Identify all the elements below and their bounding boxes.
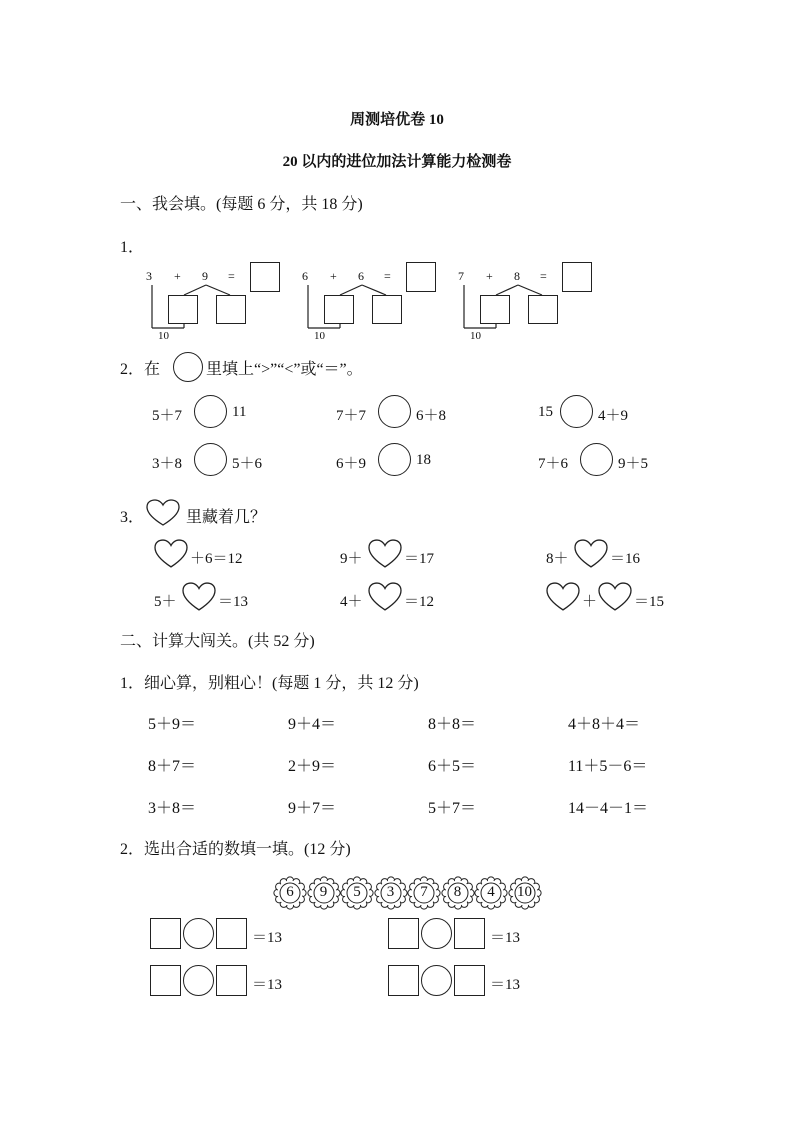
q3-post-expr: ＋6＝12: [190, 551, 243, 567]
q1-plus-sign: +: [330, 269, 337, 283]
q3-pre-expr: 8＋: [546, 551, 569, 567]
q1-split-box-left[interactable]: [480, 295, 510, 324]
number-flower[interactable]: [509, 877, 541, 909]
q1-addend-b: 9: [202, 269, 208, 283]
q1-ten-label: 10: [158, 330, 169, 342]
eq-box-right[interactable]: [216, 918, 247, 949]
q2-prefix: 2．在: [120, 361, 161, 378]
calc-problem: 2＋9＝: [288, 758, 337, 775]
q2-left-expr: 5＋7: [152, 408, 183, 424]
q3-post-expr: ＝13: [218, 594, 249, 610]
q3-post-expr: ＝17: [404, 551, 435, 567]
number-flower[interactable]: [475, 877, 507, 909]
q3-pre-expr: 9＋: [340, 551, 363, 567]
q1-addend-b: 8: [514, 269, 520, 283]
number-flower[interactable]: [408, 877, 440, 909]
q1-plus-sign: +: [486, 269, 493, 283]
q1-addend-b: 6: [358, 269, 364, 283]
eq-box-right[interactable]: [454, 918, 485, 949]
q2-compare-circle[interactable]: [378, 443, 411, 476]
q3-pre-expr: 5＋: [154, 594, 177, 610]
q1-answer-box[interactable]: [562, 262, 592, 292]
q2-left-expr: 7＋7: [336, 408, 367, 424]
q1-split-box-right[interactable]: [528, 295, 558, 324]
eq-result: ＝13: [252, 930, 283, 946]
number-flower[interactable]: [341, 877, 373, 909]
calc-problem: 4＋8＋4＝: [568, 716, 641, 733]
flower-number: 4: [487, 884, 495, 900]
eq-operator-circle[interactable]: [183, 965, 214, 996]
q2-compare-circle[interactable]: [580, 443, 613, 476]
q1-addend-a: 3: [146, 269, 152, 283]
q3-post-expr: ＝12: [404, 594, 435, 610]
flower-number: 8: [453, 884, 462, 900]
q3-pre-expr: 4＋: [340, 594, 363, 610]
q2-left-expr: 15: [538, 404, 553, 420]
calc-problem: 14－4－1＝: [568, 800, 649, 817]
s2-q1-label: 1．细心算，别粗心！(每题 1 分，共 12 分): [120, 675, 419, 692]
q1-equals-sign: =: [540, 269, 547, 283]
section1-heading: 一、我会填。(每题 6 分，共 18 分): [120, 196, 363, 213]
calc-problem: 11＋5－6＝: [568, 758, 648, 775]
calc-problem: 9＋4＝: [288, 716, 337, 733]
q2-left-expr: 7＋6: [538, 456, 569, 472]
q1-split-box-left[interactable]: [168, 295, 198, 324]
q1-addend-a: 6: [302, 269, 308, 283]
q1-plus-sign: +: [174, 269, 181, 283]
q1-equals-sign: =: [228, 269, 235, 283]
number-flower[interactable]: [442, 877, 474, 909]
q3-suffix: 里藏着几？: [186, 509, 267, 526]
q2-left-expr: 3＋8: [152, 456, 183, 472]
q2-compare-circle[interactable]: [560, 395, 593, 428]
q1-split-box-right[interactable]: [216, 295, 246, 324]
section2-heading: 二、计算大闯关。(共 52 分): [120, 633, 315, 650]
q1-answer-box[interactable]: [406, 262, 436, 292]
q3-heart-icon[interactable]: [598, 582, 632, 612]
eq-operator-circle[interactable]: [421, 918, 452, 949]
q1-addend-a: 7: [458, 269, 464, 283]
q2-left-expr: 6＋9: [336, 456, 367, 472]
q2-right-expr: 5＋6: [232, 456, 263, 472]
q2-right-expr: 9＋5: [618, 456, 649, 472]
flower-number: 9: [319, 884, 328, 900]
q3-post-expr: ＝16: [610, 551, 641, 567]
eq-box-right[interactable]: [454, 965, 485, 996]
flower-number: 10: [517, 884, 532, 900]
eq-box-left[interactable]: [150, 918, 181, 949]
eq-result: ＝13: [490, 930, 521, 946]
eq-operator-circle[interactable]: [421, 965, 452, 996]
flower-number: 3: [386, 884, 395, 900]
q2-compare-circle[interactable]: [194, 395, 227, 428]
q2-suffix: 里填上“>”“<”或“＝”。: [206, 361, 363, 378]
q1-answer-box[interactable]: [250, 262, 280, 292]
q1-split-box-left[interactable]: [324, 295, 354, 324]
q2-compare-circle[interactable]: [378, 395, 411, 428]
flower-number: 7: [420, 884, 428, 900]
q3-prefix: 3．: [120, 509, 145, 526]
eq-box-right[interactable]: [216, 965, 247, 996]
s2-q2-label: 2．选出合适的数填一填。(12 分): [120, 841, 351, 858]
q2-right-expr: 6＋8: [416, 408, 447, 424]
flower-number: 6: [286, 884, 294, 900]
q3-mid-expr: ＋: [582, 594, 598, 610]
q2-right-expr: 11: [232, 404, 247, 420]
q2-right-expr: 4＋9: [598, 408, 629, 424]
q3-heart-icon[interactable]: [368, 539, 402, 569]
q1-split-box-right[interactable]: [372, 295, 402, 324]
calc-problem: 8＋7＝: [148, 758, 197, 775]
calc-problem: 8＋8＝: [428, 716, 477, 733]
q3-heart-icon[interactable]: [182, 582, 216, 612]
number-flower[interactable]: [375, 877, 407, 909]
q2-right-expr: 18: [416, 452, 431, 468]
q1-ten-label: 10: [314, 330, 325, 342]
calc-problem: 6＋5＝: [428, 758, 477, 775]
calc-problem: 3＋8＝: [148, 800, 197, 817]
q1-ten-label: 10: [470, 330, 481, 342]
q3-heart-icon[interactable]: [574, 539, 608, 569]
calc-problem: 5＋9＝: [148, 716, 197, 733]
q3-heart-icon[interactable]: [368, 582, 402, 612]
q2-example-circle: [173, 352, 203, 382]
eq-result: ＝13: [490, 977, 521, 993]
q2-compare-circle[interactable]: [194, 443, 227, 476]
calc-problem: 9＋7＝: [288, 800, 337, 817]
q3-post-expr: ＝15: [634, 594, 665, 610]
page-subtitle: 20 以内的进位加法计算能力检测卷: [282, 154, 512, 170]
flower-number: 5: [353, 884, 361, 900]
q3-heart-icon[interactable]: [154, 539, 188, 569]
q3-heart-icon[interactable]: [546, 582, 580, 612]
number-flower[interactable]: [274, 877, 306, 909]
q1-equals-sign: =: [384, 269, 391, 283]
number-flower[interactable]: [308, 877, 340, 909]
page-title: 周测培优卷 10: [350, 112, 444, 128]
q3-example-heart-icon: [146, 499, 180, 527]
eq-box-left[interactable]: [150, 965, 181, 996]
eq-operator-circle[interactable]: [183, 918, 214, 949]
eq-result: ＝13: [252, 977, 283, 993]
eq-box-left[interactable]: [388, 965, 419, 996]
eq-box-left[interactable]: [388, 918, 419, 949]
q1-number: 1．: [120, 239, 145, 256]
calc-problem: 5＋7＝: [428, 800, 477, 817]
